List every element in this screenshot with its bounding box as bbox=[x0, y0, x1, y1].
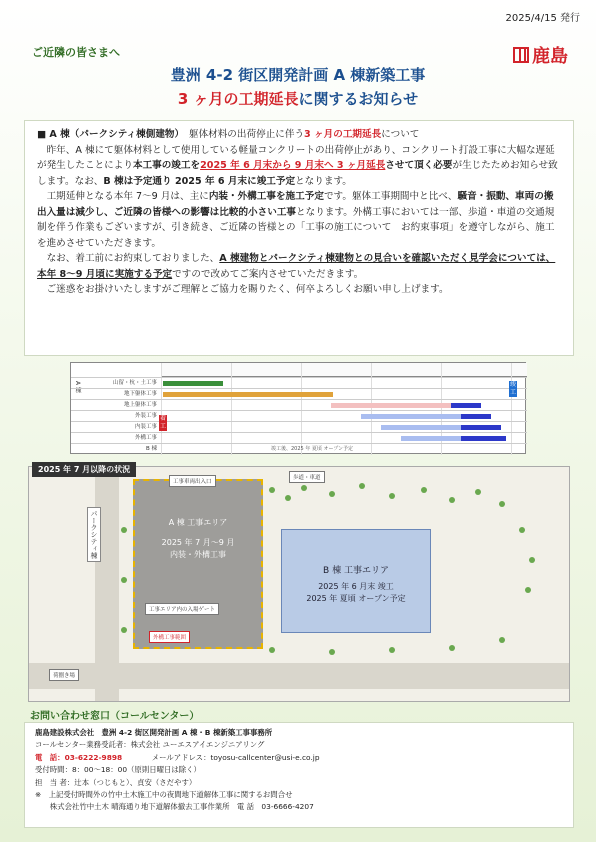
p2-b: 内装・外構工事を施工予定 bbox=[208, 191, 324, 202]
p2-e: となります。外構工事においては一部、歩道・車道の交通規制を伴う作業もございますが、引き続き、ご近隣の皆様との「工事の施工について お約束事項」を遵守しながら、施工を進めさせていただきます。 bbox=[37, 206, 555, 249]
map-label: 2025 年 7 月以降の状況 bbox=[32, 462, 136, 477]
tree-icon bbox=[329, 649, 335, 655]
end-stamp: 竣工 bbox=[509, 381, 516, 396]
contact-line bbox=[35, 752, 563, 764]
schedule-chart bbox=[70, 362, 526, 454]
tree-icon bbox=[269, 647, 275, 653]
tree-icon bbox=[285, 495, 291, 501]
tree-icon bbox=[389, 493, 395, 499]
schedule-bar bbox=[331, 403, 451, 408]
schedule-bar-extended bbox=[461, 436, 506, 441]
row-label: 外構工事 bbox=[134, 435, 157, 441]
paragraph-2 bbox=[37, 189, 561, 251]
tree-icon bbox=[359, 483, 365, 489]
contact-line: 鹿島建設株式会社 豊洲 4-2 街区開発計画 A 棟・B 棟新築工事事務所 bbox=[35, 728, 273, 737]
schedule-bar-extended bbox=[461, 414, 491, 419]
p3-c: ですので改めてご案内させていただきます。 bbox=[172, 268, 364, 280]
tree-icon bbox=[499, 637, 505, 643]
tree-icon bbox=[121, 527, 127, 533]
row-label: 地下躯体工事 bbox=[123, 391, 157, 397]
heading-red: 3 ヶ月の工期延長 bbox=[304, 129, 382, 140]
contact-line: 担 当 者：辻本（つじもと）、貞安（さだやす） bbox=[35, 777, 197, 787]
contact-box bbox=[24, 722, 574, 828]
heading-a: ■ A 棟（パークシティ棟側建物） bbox=[37, 129, 180, 140]
schedule-side-label: A 棟 bbox=[74, 381, 81, 394]
page-subtitle bbox=[0, 88, 596, 109]
site-map bbox=[28, 466, 570, 702]
email-address[interactable]: メールアドレス：toyosu-callcenter@usi-e.co.jp bbox=[151, 752, 320, 762]
schedule-row bbox=[71, 410, 527, 421]
row-label: 山留・杭・土工事 bbox=[112, 380, 157, 386]
start-stamp: 着工 bbox=[159, 415, 166, 430]
p1-e: B 棟は予定通り 2025 年 6 月末に竣工予定 bbox=[103, 175, 296, 187]
logo-text: 鹿島 bbox=[532, 46, 568, 67]
p1-b: 本工事の竣工を bbox=[132, 160, 201, 171]
schedule-row bbox=[71, 432, 527, 443]
tree-icon bbox=[475, 489, 481, 495]
area-a bbox=[133, 479, 263, 649]
row-label: 地上躯体工事 bbox=[123, 402, 157, 408]
p2-c: です。躯体工事期間中と比べ、 bbox=[323, 191, 458, 202]
p1-a: 昨年、A 棟にて躯体材料として使用している軽量コンクリートの出荷停止があり、コンクリート打設工事に大幅な遅延が発生したことにより bbox=[37, 144, 555, 171]
greeting: ご近隣の皆さまへ bbox=[32, 46, 120, 59]
tree-icon bbox=[525, 587, 531, 593]
p2-d: 騒音・振動、車両の搬出入量は減少し、ご近隣の皆様への影響は比較的小さい工事 bbox=[37, 191, 554, 218]
map-tag: 工事エリア内の入場ゲート bbox=[145, 603, 219, 615]
tree-icon bbox=[519, 527, 525, 533]
area-b-title: B 棟 工事エリア bbox=[323, 566, 389, 576]
schedule-bar bbox=[401, 436, 461, 441]
tree-icon bbox=[121, 577, 127, 583]
row-label: 内装工事 bbox=[134, 424, 157, 430]
schedule-bar bbox=[381, 425, 461, 430]
schedule-bar bbox=[361, 414, 461, 419]
paragraph-4: ご迷惑をお掛けいたしますがご理解とご協力を賜りたく、何卒よろしくお願い申し上げます。 bbox=[37, 284, 449, 295]
schedule-row bbox=[71, 377, 527, 388]
map-tag: 外構工事範囲 bbox=[149, 631, 190, 643]
schedule-header bbox=[161, 363, 527, 377]
tree-icon bbox=[421, 487, 427, 493]
page-title: 豊洲 4-2 街区開発計画 A 棟新築工事 bbox=[170, 66, 426, 84]
area-b-line1: 2025 年 6 月末 竣工 bbox=[318, 582, 394, 591]
p3-b: A 棟建物とパークシティ棟建物との見合いを確認いただく見学会については、本年 8～9 月頃に実施する予定 bbox=[37, 253, 556, 280]
subtitle-highlight: 3 ヶ月の工期延長 bbox=[177, 90, 299, 108]
schedule-row bbox=[71, 421, 527, 432]
subtitle-rest: に関するお知らせ bbox=[298, 90, 419, 108]
phone-number[interactable]: 電 話：03-6222-9898 bbox=[35, 752, 123, 762]
schedule-bar-extended bbox=[451, 403, 481, 408]
b-building-note: 竣工後、2025 年 夏頃 オープン予定 bbox=[271, 446, 354, 452]
contact-line: 受付時間：8：00～18：00（原則日曜日は除く） bbox=[35, 765, 201, 775]
schedule-bar bbox=[163, 392, 333, 397]
side-road-label: パークシティ棟 bbox=[87, 507, 101, 562]
heading-c: について bbox=[381, 129, 420, 140]
map-tag: 歩道・車道 bbox=[289, 471, 325, 483]
tree-icon bbox=[269, 487, 275, 493]
schedule-bar-extended bbox=[461, 425, 501, 430]
tree-icon bbox=[449, 497, 455, 503]
area-a-work: 内装・外構工事 bbox=[170, 550, 226, 559]
notice-heading bbox=[37, 127, 561, 143]
tree-icon bbox=[449, 645, 455, 651]
row-label: B 棟 bbox=[145, 446, 157, 452]
map-tag: 荷捌き場 bbox=[49, 669, 79, 681]
schedule-bar bbox=[163, 381, 223, 386]
p3-a: なお、着工前にお約束しておりました、 bbox=[37, 253, 220, 264]
contact-line: コールセンター業務受託者：株式会社 ユーエスアイエンジニアリング bbox=[35, 740, 265, 750]
paragraph-3 bbox=[37, 251, 561, 282]
p2-a: 工期延伸となる本年 7～9 月は、主に bbox=[37, 191, 209, 202]
contact-line: 株式会社竹中土木 晴海通り地下道解体撤去工事作業所 電 話 03-6666-4207 bbox=[35, 802, 314, 812]
area-b-line2: 2025 年 夏頃 オープン予定 bbox=[306, 594, 406, 603]
tree-icon bbox=[121, 627, 127, 633]
area-a-title: A 棟 工事エリア bbox=[168, 518, 228, 527]
contact-heading: お問い合わせ窓口（コールセンター） bbox=[30, 711, 200, 722]
p1-c: させて頂く必要 bbox=[385, 160, 453, 171]
p1-f: となります。 bbox=[295, 175, 352, 187]
schedule-row bbox=[71, 443, 527, 454]
road bbox=[95, 467, 119, 702]
p1-d: が生じたためお知らせ致します。なお、 bbox=[37, 160, 558, 187]
tree-icon bbox=[389, 647, 395, 653]
schedule-row bbox=[71, 388, 527, 399]
row-label: 外装工事 bbox=[134, 413, 157, 419]
notice-box bbox=[24, 120, 574, 356]
map-tag: 工事車両出入口 bbox=[169, 475, 216, 487]
p1-red: 2025 年 6 月末から 9 月末へ 3 ヶ月延長 bbox=[200, 160, 386, 171]
tree-icon bbox=[301, 485, 307, 491]
tree-icon bbox=[499, 501, 505, 507]
heading-b: 躯体材料の出荷停止に伴う bbox=[188, 129, 305, 140]
kajima-logo-icon bbox=[513, 47, 529, 63]
tree-icon bbox=[529, 557, 535, 563]
schedule-row bbox=[71, 399, 527, 410]
tree-icon bbox=[329, 491, 335, 497]
contact-line: ※ 上記受付時間外の竹中土木施工中の夜間地下道解体工事に関するお問合せ bbox=[35, 790, 293, 800]
issue-date: 2025/4/15 発行 bbox=[505, 13, 580, 24]
area-a-period: 2025 年 7 月～9 月 bbox=[161, 538, 235, 547]
paragraph-1 bbox=[37, 143, 561, 190]
